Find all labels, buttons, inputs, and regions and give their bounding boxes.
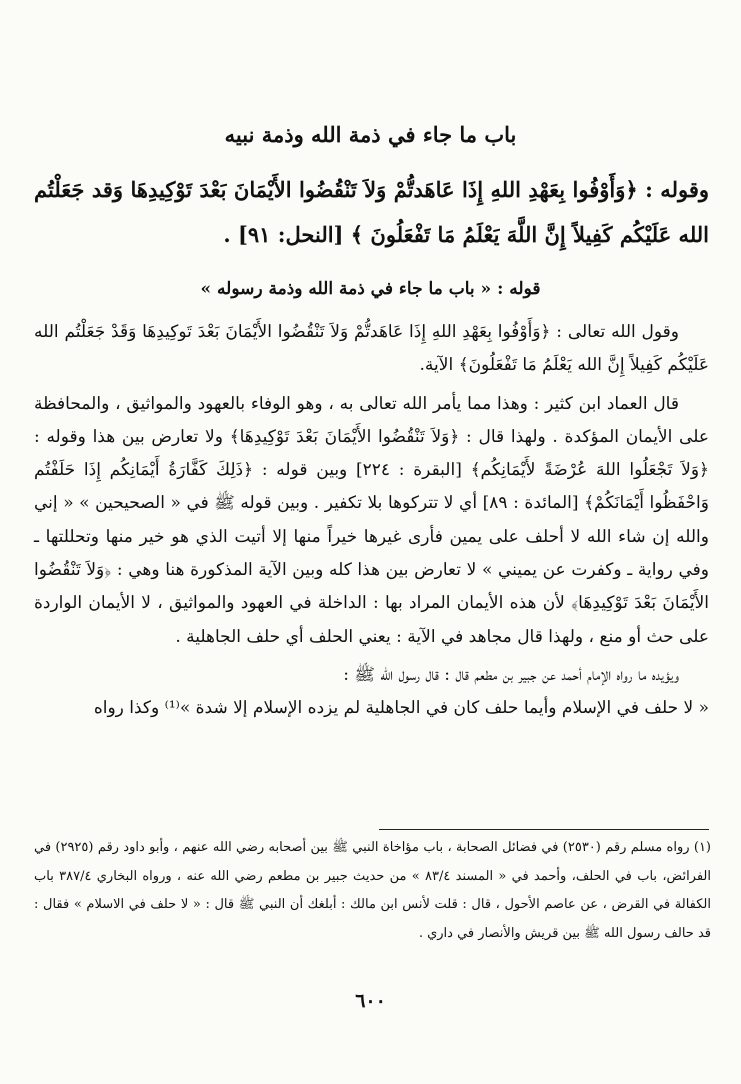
commentary-heading: قوله : « باب ما جاء في ذمة الله وذمة رسوله » <box>200 279 541 299</box>
footnote-1: (١) رواه مسلم رقم (٢٥٣٠) في فضائل الصحابة ، باب مؤاخاة النبي ﷺ بين أصحابه رضي الله عنهم ، وأبو داود رقم (٢٩٢٥) في الفرائض، باب في الحلف، وأحمد في « المسند ٨٣/٤ » من حديث جبير بن مطعم رضي الله عنه ، ورواه البخاري ٣٨٧/٤ باب الكفالة في القرض ، عن عاصم الأحول ، قال : قلت لأنس ابن مالك : أبلغك أن النبي ﷺ قال : « لا حلف في الاسلام » فقال : قد حالف رسول الله ﷺ بين قريش والأنصار في داري . <box>34 840 712 941</box>
commentary-paragraph-2: قال العماد ابن كثير : وهذا مما يأمر الله تعالى به ، وهو الوفاء بالعهود والمواثيق ، والمحافظة على الأيمان المؤكدة . ولهذا قال : ﴿وَلاَ تَنْقُضُوا الأَيْمَانَ بَعْدَ تَوْكِيدِهَا﴾ ولا تعارض بين هذا وقوله : ﴿وَلاَ تَجْعَلُوا اللهَ عُرْضَةً لأَيْمَانِكُم﴾ [البقرة : ٢٢٤] وبين قوله : ﴿ذَلِكَ كَفَّارَةُ أَيْمَانِكُم إِذَا حَلَفْتُم وَاحْفَظُوا أَيْمَانَكُمْ﴾ [المائدة : ٨٩] أي لا تتركوها بلا تكفير . وبين قوله ﷺ في « الصحيحين » « إني والله إن شاء الله لا أحلف على يمين فأرى غيرها خيراً منها إلا أتيت الذي هو خير منها وتحللتها ـ وفي رواية ـ وكفرت عن يميني » لا تعارض بين هذا كله وبين الآية المذكورة هنا وهي : ﴿وَلاَ تَنْقُضُوا الأَيْمَانَ بَعْدَ تَوْكِيدِهَا﴾ لأن هذه الأيمان المراد بها : الداخلة في العهود والمواثيق ، لا الأيمان الواردة على حث أو منع ، ولهذا قال مجاهد في الآية : يعني الحلف أي حلف الجاهلية . <box>34 393 709 647</box>
footnote-divider <box>379 829 709 830</box>
page-number: ٦٠٠ <box>355 990 386 1012</box>
commentary-paragraph-1: وقول الله تعالى : ﴿وَأَوْفُوا بِعَهْدِ اللهِ إِذَا عَاهَدتُّمْ وَلاَ تَنْقُضُوا الأَيْمَانَ بَعْدَ تَوكِيدِهَا وَقَدْ جَعَلْتُم الله عَلَيْكُم كَفِيلاً إِنَّ الله يَعْلَمُ مَا تَفْعَلُونَ﴾ الآية. <box>34 322 709 376</box>
commentary-paragraph-3: ويؤيده ما رواه الإمام أحمد عن جبير بن مطعم قال : قال رسول الله ﷺ : <box>343 664 679 685</box>
footnotes <box>34 834 711 948</box>
commentary-body <box>34 316 709 726</box>
chapter-title: باب ما جاء في ذمة الله وذمة نبيه <box>224 122 517 147</box>
quran-verse-block: وقوله : ﴿وَأَوْفُوا بِعَهْدِ اللهِ إِذَا عَاهَدتُّمْ وَلاَ تَنْقُضُوا الأَيْمَانَ بَعْدَ تَوْكِيدِهَا وَقد جَعَلْتُم الله عَلَيْكُم كَفِيلاً إِنَّ اللَّهَ يَعْلَمُ مَا تَفْعَلُونَ ﴾ [النحل: ٩١] . <box>34 177 709 247</box>
commentary-paragraph-4: « لا حلف في الإسلام وأيما حلف كان في الجاهلية لم يزده الإسلام إلا شدة »⁽¹⁾ وكذا رواه <box>93 698 709 719</box>
